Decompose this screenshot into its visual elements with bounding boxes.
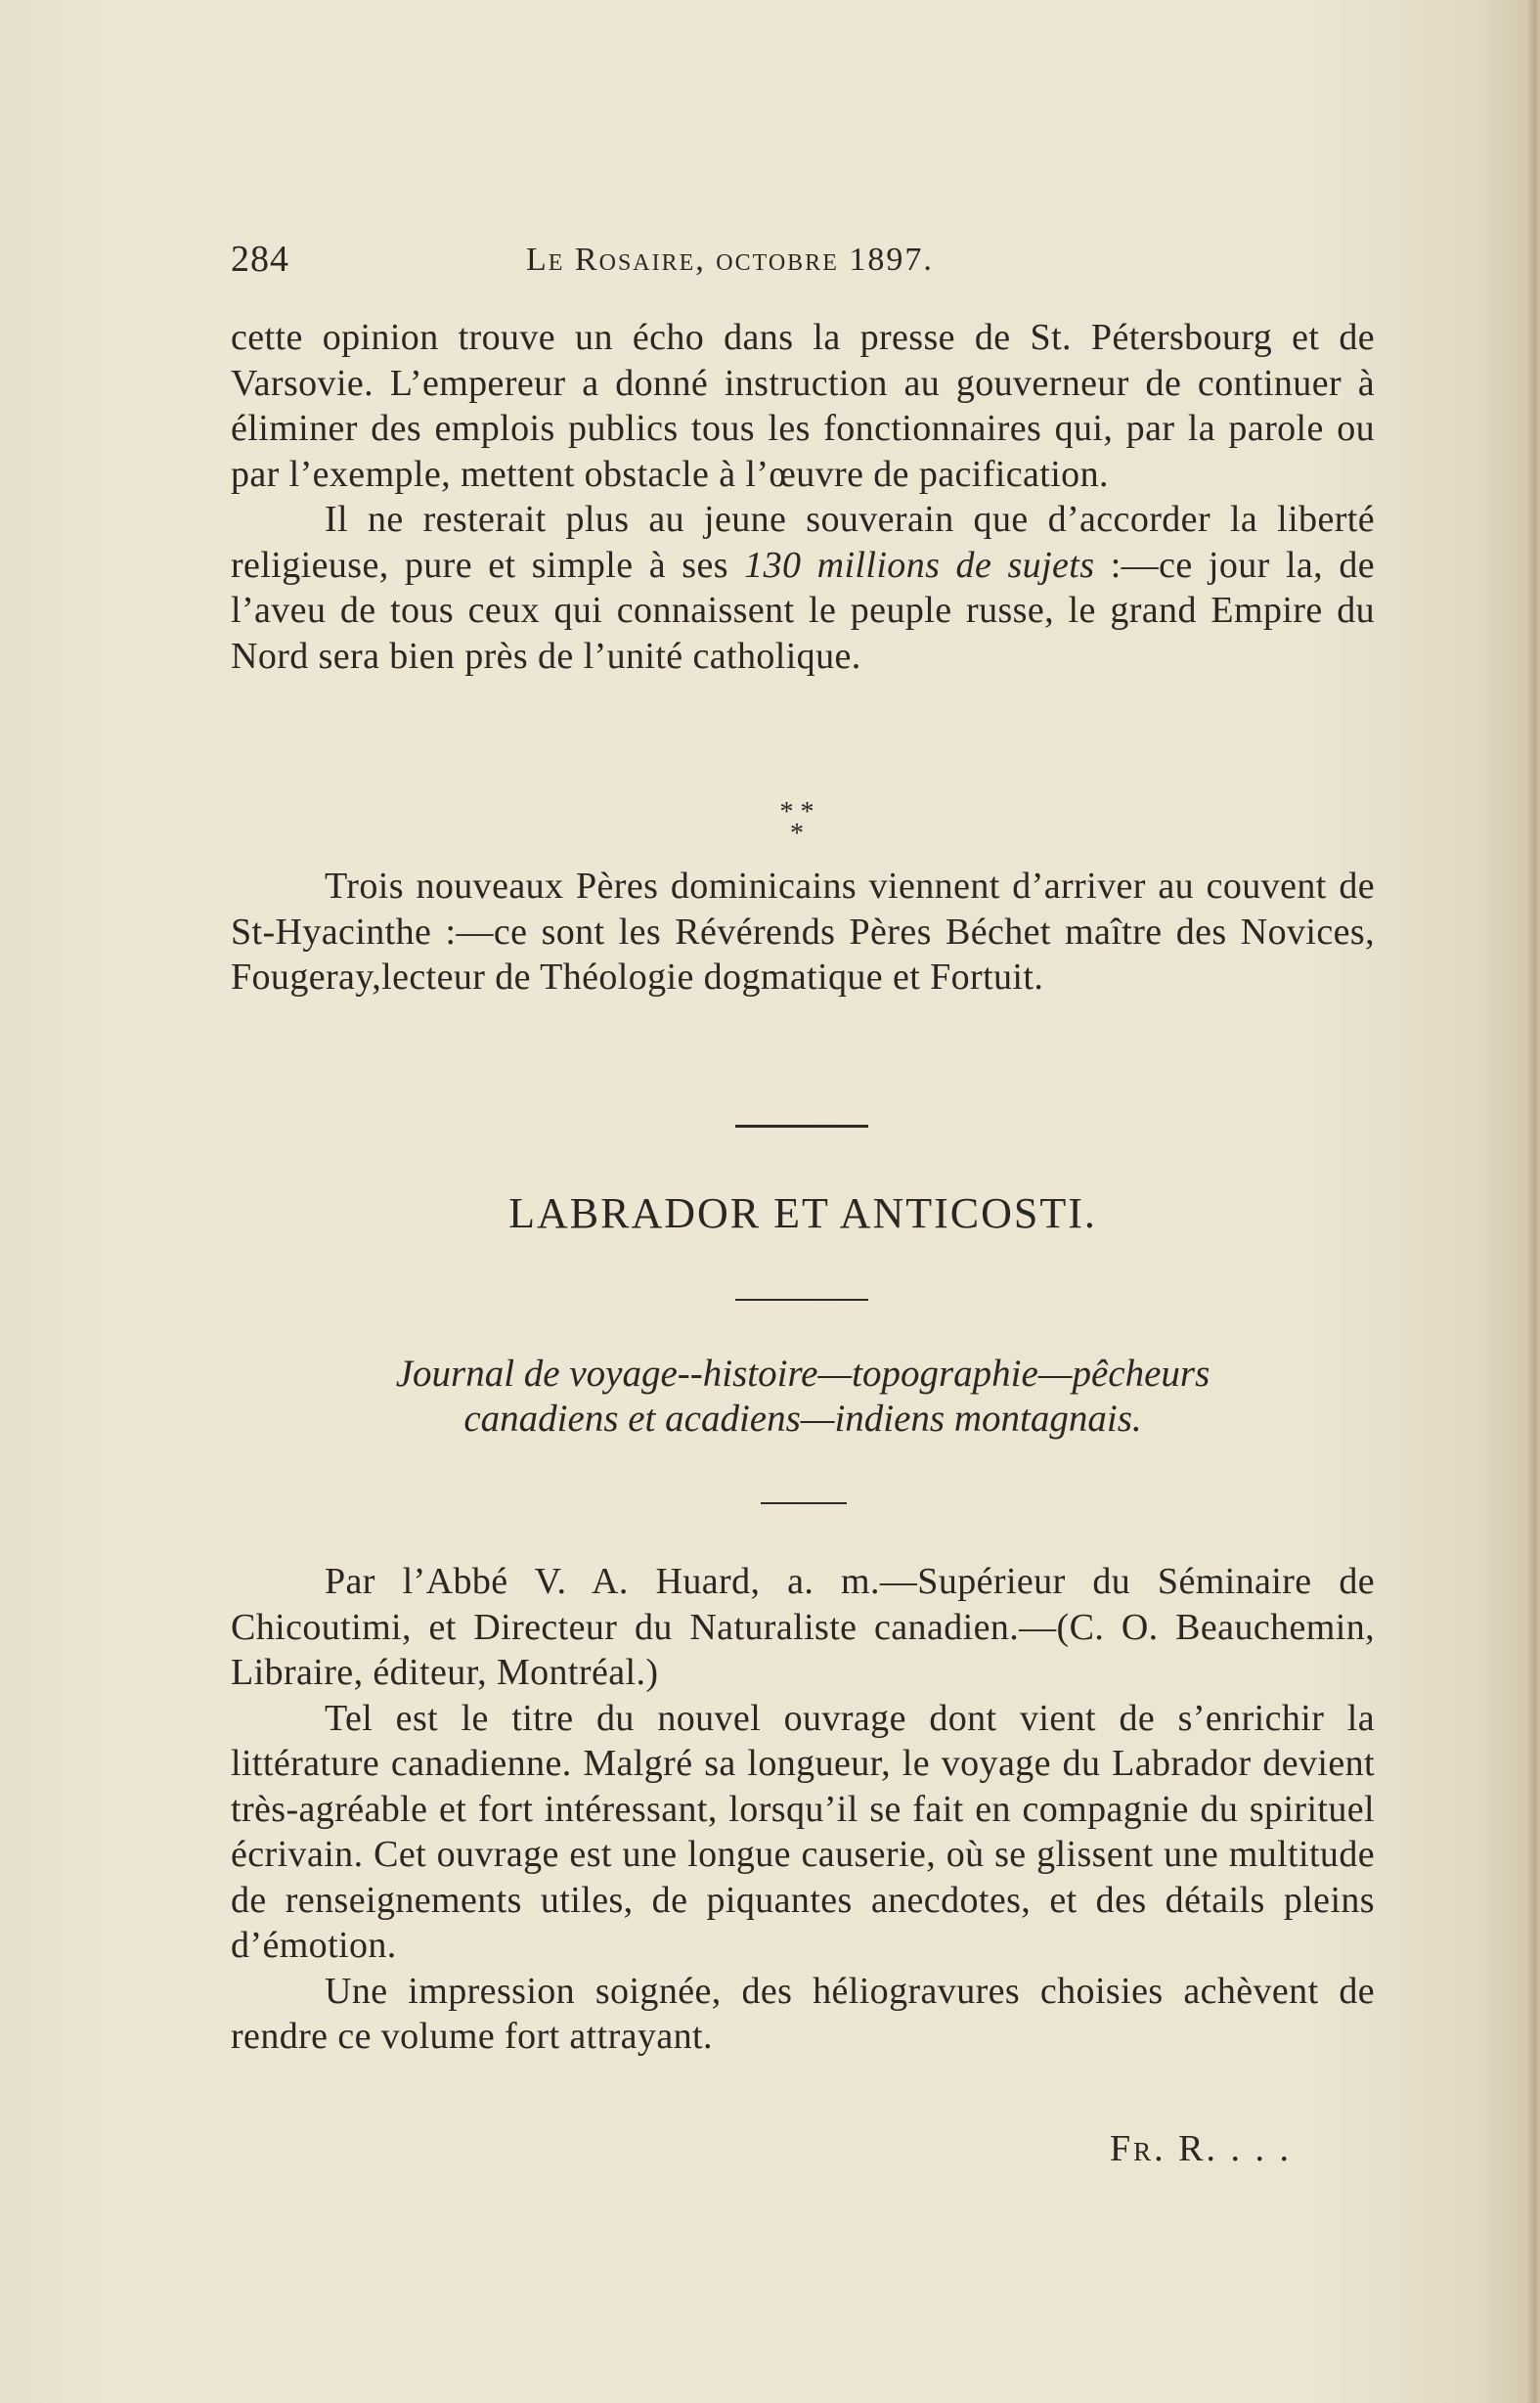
asterism xyxy=(763,797,831,851)
divider-rule xyxy=(735,1125,868,1128)
paragraph-dominicans: Trois nouveaux Pères dominicains viennent d’arriver au couvent de St-Hyacinthe :—ce sont les Révérends Pères Béchet maître des Novices, Fougeray,lecteur de Théologie dogmatique et Fortuit. xyxy=(231,866,1375,998)
italic-phrase: 130 millions de sujets xyxy=(744,544,1095,586)
review-paragraph: Une impression soignée, des héliogravures choisies achèvent de rendre ce volume fort attrayant. xyxy=(231,1970,1375,2057)
divider-rule xyxy=(761,1502,847,1504)
paragraph-liberty xyxy=(231,497,1375,679)
article-heading: LABRADOR ET ANTICOSTI. xyxy=(508,1189,1097,1237)
page-number: 284 xyxy=(231,239,289,280)
section-1 xyxy=(231,315,1375,679)
running-title: Le Rosaire, octobre 1897. xyxy=(526,242,934,278)
divider-rule xyxy=(735,1299,868,1301)
page-edge xyxy=(1526,0,1540,2403)
asterism-bottom: * xyxy=(790,819,804,849)
signature-text: Fr. R. . . . xyxy=(1110,2128,1292,2169)
subtitle-line: Journal de voyage--histoire—topographie—pêcheurs xyxy=(395,1353,1210,1395)
paragraph-liberty-text: Il ne resterait plus au jeune souverain que d’accorder la liberté religieuse, pure et simple à ses xyxy=(231,499,1375,586)
running-head xyxy=(231,238,1375,287)
review-body xyxy=(231,1559,1375,2060)
asterism-top: * * xyxy=(779,797,814,827)
section-2 xyxy=(231,864,1375,1001)
paragraph-continued: cette opinion trouve un écho dans la presse de St. Pétersbourg et de Varsovie. L’empereur a donné instruction au gouverneur de continuer à éliminer des emplois publics tous les fonctionnaires qui, par la parole ou par l’exemple, mettent obstacle à l’œuvre de pacification. xyxy=(231,317,1375,495)
subtitle-line: canadiens et acadiens—indiens montagnais. xyxy=(463,1398,1142,1440)
review-paragraph: Tel est le titre du nouvel ouvrage dont vient de s’enrichir la littérature canadienne. Malgré sa longueur, le voyage du Labrador devient très-agréable et fort intéressant, lorsqu’il se fait en compagnie du spirituel écrivain. Cet ouvrage est une longue causerie, où se glissent une multitude de renseignements utiles, de piquantes anecdotes, et des détails pleins d’émotion. xyxy=(231,1697,1375,1966)
signature xyxy=(1110,2127,1292,2170)
paragraph-liberty-end: :—ce jour la, de l’aveu de tous ceux qui connaissent le peuple russe, le grand Empire du Nord sera bien près de l’unité catholique. xyxy=(231,544,1375,677)
article-subtitle xyxy=(231,1352,1375,1442)
byline: Par l’Abbé V. A. Huard, a. m.—Supérieur du Séminaire de Chicoutimi, et Directeur du Naturaliste canadien.—(C. O. Beauchemin, Libraire, éditeur, Montréal.) xyxy=(231,1561,1375,1693)
